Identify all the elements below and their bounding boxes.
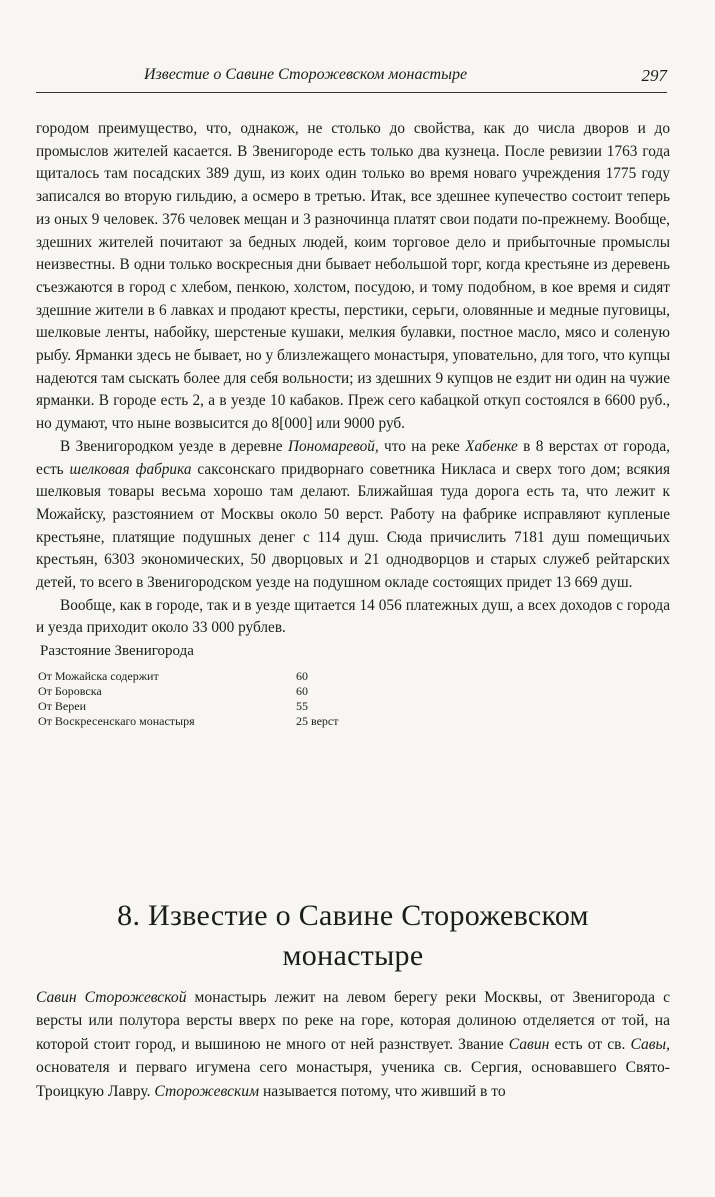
chapter-body bbox=[36, 986, 670, 1103]
table-row bbox=[38, 714, 339, 729]
table-row bbox=[38, 669, 339, 684]
p2-text-2: что на реке bbox=[378, 437, 466, 455]
distance-table-title: Разстояние Звенигорода bbox=[40, 643, 194, 660]
p4-monastery-name: Савин Сторожевской bbox=[36, 989, 187, 1006]
p4-text-3: основателя и перваго игумена сего монастыря, ученика св. Сергия, основавшего Свято-Троицкую Лавру. bbox=[36, 1059, 670, 1100]
table-row bbox=[38, 684, 339, 699]
chapter-heading bbox=[36, 896, 670, 976]
chapter-heading-line-2: монастыре bbox=[282, 939, 424, 972]
running-header bbox=[36, 64, 667, 93]
distance-place: От Воскресенскаго монастыря bbox=[38, 713, 195, 728]
p4-savin-term: Савин bbox=[508, 1035, 550, 1053]
distance-place: От Можайска содержит bbox=[38, 668, 159, 683]
paragraph-4 bbox=[36, 986, 670, 1103]
p4-sava-name: Савы, bbox=[630, 1035, 671, 1053]
p2-factory-name: шелковая фабрика bbox=[69, 460, 192, 478]
distance-value: 60 bbox=[296, 668, 308, 683]
paragraph-1: городом преимущество, что, однакож, не столько до свойства, как до числа дворов и до промыслов жителей касается. В Звенигороде есть только два кузнеца. После ревизии 1763 года щиталось там посадских 389 душ, из коих один только во время новаго учреждения 1775 году записался во вторую гильдию, а осмеро в третью. Итак, все здешнее купечество состоит теперь из оных 9 человек. 376 человек мещан и 3 разночинца платят свои подати по-прежнему. Вообще, здешних жителей почитают за бедных людей, коим торговое дело и прибыточные промыслы неизвестны. В одни только воскресныя дни бывает небольшой торг, когда крестьяне из деревень съезжаются в город с хлебом, пенкою, холстом, посудою, и тому подобном, в кое время и сидят здешние жители в 6 лавках и продают кресты, перстики, серьги, оловянные и медные пуговицы, шелковые ленты, набойку, шерстеные кушаки, мелкия булавки, постное масло, мясо и соленую рыбу. Ярманки здесь не бывает, но у близлежащего монастыря, уповательно, для того, что купцы надеются там сыскать более для себя вольности; из здешних 9 купцов не ездит ни один на чужие ярманки. В городе есть 2, а в уезде 10 кабаков. Преж сего кабацкой откуп состоялся в 6600 руб., но думают, что ныне возвысится до 8[000] или 9000 руб. bbox=[36, 120, 670, 433]
p2-river-name: Хабенке bbox=[465, 437, 518, 455]
chapter-heading-line-1: 8. Известие о Савине Сторожевском bbox=[117, 899, 589, 932]
p2-text-4: саксонскаго придворнаго советника Никласа и сверх того дом; всякия шелковыя товары весьма хорошо там делают. Ближайшая туда дорога есть та, что лежит к Можайску, разстоянием от Москвы около 50 верст. Работу на фабрике исправляют купленые крестьяне, платящие подушных денег с 114 душ. Сюда причислить 7181 душ помещичьих крестьян, 6303 экономических, 50 дворцовых и 21 однодворцов и старых служеб рейтарских детей, то всего в Звенигородском уезде на подушном окладе состоящих придет 13 669 душ. bbox=[36, 460, 670, 592]
distance-value: 25 верст bbox=[296, 713, 339, 728]
p2-village-name: Пономаревой, bbox=[287, 437, 379, 455]
body-text bbox=[36, 118, 670, 729]
distance-place: От Боровска bbox=[38, 683, 102, 698]
distance-place: От Вереи bbox=[38, 698, 86, 713]
p4-text-4: называется потому, что живший в то bbox=[259, 1082, 506, 1100]
p4-text-1: монастырь лежит на левом берегу реки Москвы, от Звенигорода с версты или полутора версты вверх по реке на горе, которая долиною отделяется от той, на которой стоит город, и вышиною не много от ней разнствует. Звание bbox=[36, 989, 670, 1053]
paragraph-3: Вообще, как в городе, так и в уезде щитается 14 056 платежных душ, а всех доходов с города и уезда приходит около 33 000 рублев. bbox=[36, 596, 670, 637]
running-title: Известие о Савине Сторожевском монастыре bbox=[144, 66, 468, 83]
page-number: 297 bbox=[641, 66, 667, 85]
distance-table bbox=[38, 669, 339, 729]
table-row bbox=[38, 699, 339, 714]
p2-text-3: в 8 верстах от города, есть bbox=[36, 437, 670, 478]
p4-text-2: есть от св. bbox=[549, 1035, 631, 1053]
p4-storozhevsk-term: Сторожевским bbox=[154, 1082, 260, 1100]
p2-text-1: В Звенигородком уезде в деревне bbox=[60, 437, 288, 455]
paragraph-2 bbox=[36, 436, 670, 595]
distance-value: 55 bbox=[296, 698, 308, 713]
distance-value: 60 bbox=[296, 683, 308, 698]
